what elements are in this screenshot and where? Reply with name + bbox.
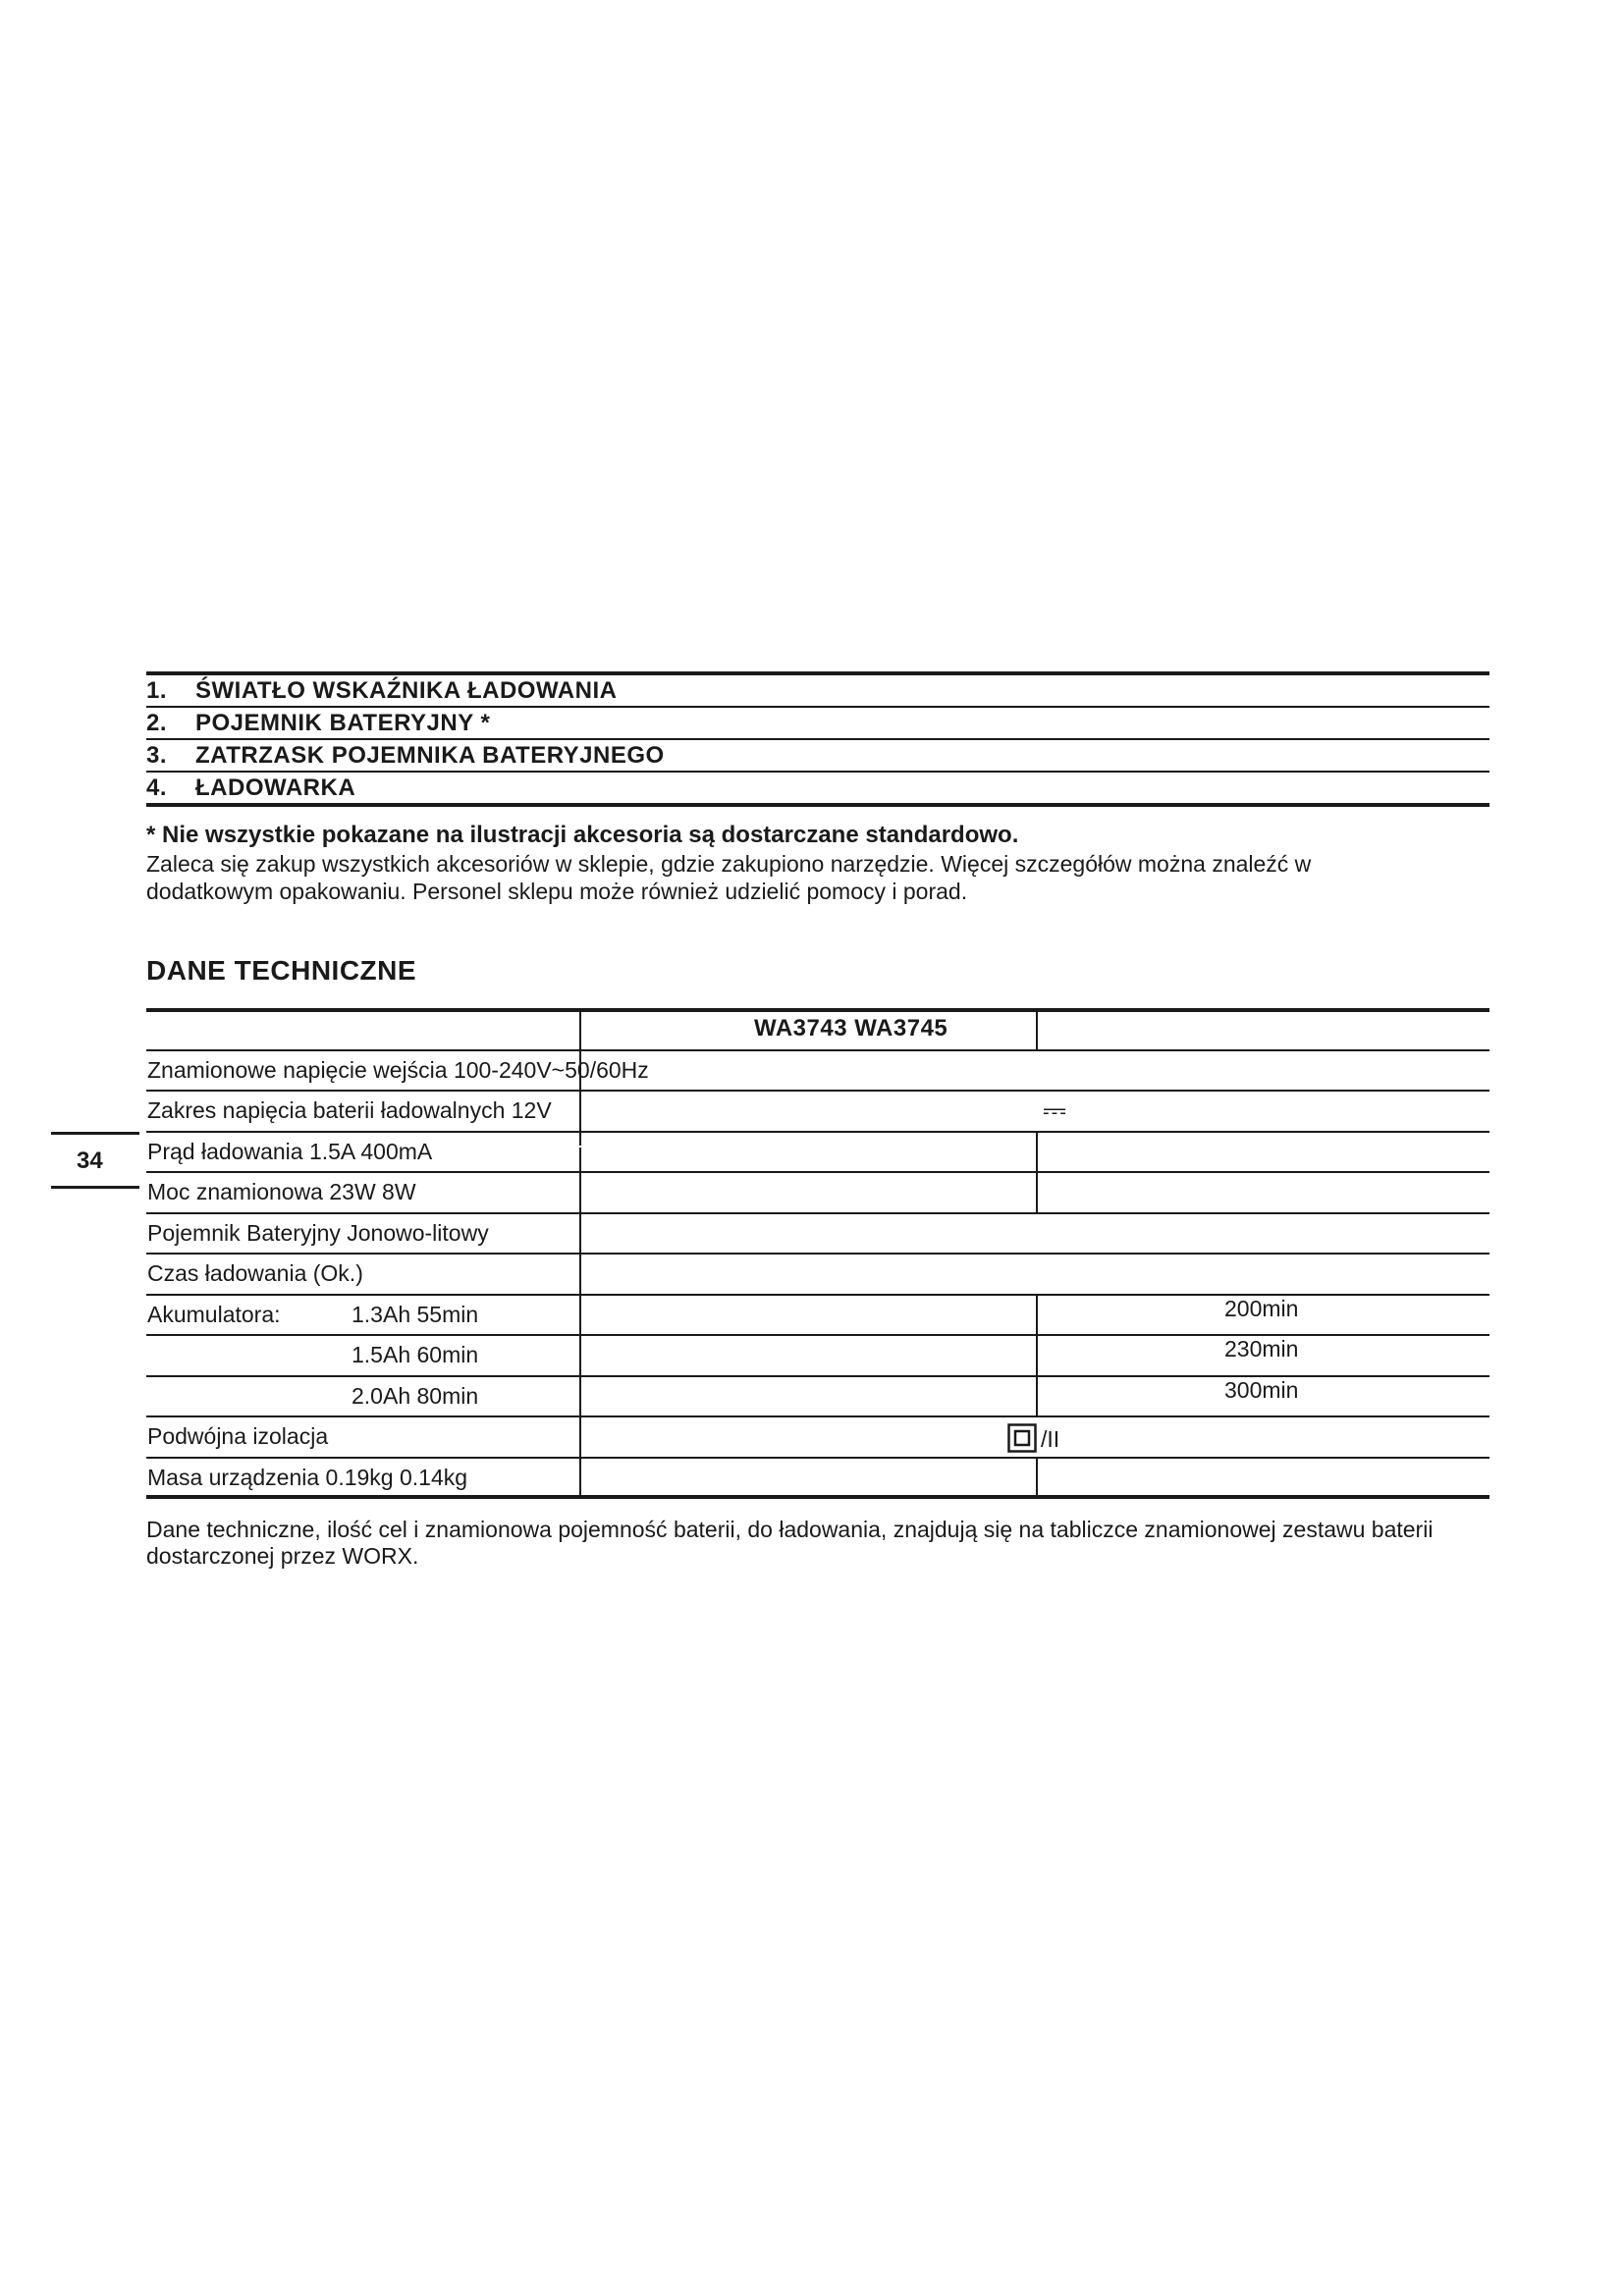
table-rule [146, 1415, 1489, 1417]
page-number-rule [51, 1186, 139, 1189]
page-number-rule [51, 1132, 139, 1135]
table-divider [1036, 1012, 1038, 1049]
spec-rated-power: Moc znamionowa 23W 8W [147, 1179, 416, 1204]
table-rule [146, 1253, 1489, 1255]
parts-list [146, 671, 1489, 807]
part-label: ŁADOWARKA [195, 774, 356, 801]
spec-accu-label: Akumulatora: [147, 1302, 281, 1327]
spec-accu-1: 1.3Ah 55min [352, 1302, 479, 1327]
spec-insulation: Podwójna izolacja [147, 1423, 329, 1449]
table-header-models: WA3743 WA3745 [754, 1015, 948, 1041]
part-number: 2. [146, 710, 168, 736]
table-rule [146, 1131, 1489, 1133]
table-divider [1036, 1459, 1038, 1495]
table-rule [146, 1049, 1489, 1051]
spec-insulation-class: /II [1041, 1426, 1060, 1452]
spec-accu-2: 1.5Ah 60min [352, 1342, 479, 1367]
spec-mass: Masa urządzenia 0.19kg 0.14kg [147, 1465, 468, 1490]
table-rule [146, 1212, 1489, 1214]
spec-battery-type: Pojemnik Bateryjny Jonowo-litowy [147, 1220, 489, 1246]
table-divider [579, 1148, 581, 1495]
part-number: 4. [146, 774, 168, 801]
spec-battery-voltage: Zakres napięcia baterii ładowalnych 12V [147, 1097, 552, 1123]
spec-accu-1-value: 200min [1224, 1296, 1299, 1321]
footer-note: Dane techniczne, ilość cel i znamionowa pojemność baterii, do ładowania, znajdują się na tabliczce znamionowej zestawu baterii dostarczonej przez WORX. [146, 1517, 1434, 1569]
table-divider [1036, 1133, 1038, 1212]
table-rule [146, 1171, 1489, 1173]
part-label: POJEMNIK BATERYJNY * [195, 710, 491, 736]
table-rule [146, 1090, 1489, 1092]
spec-accu-3: 2.0Ah 80min [352, 1383, 479, 1409]
part-number: 1. [146, 677, 168, 704]
double-insulation-icon [1007, 1423, 1037, 1453]
table-rule [146, 1495, 1489, 1499]
page-number: 34 [77, 1148, 103, 1174]
parts-list-item [146, 675, 1489, 708]
spec-charge-current: Prąd ładowania 1.5A 400mA [147, 1139, 433, 1164]
parts-list-item [146, 773, 1489, 807]
accessories-note: Zaleca się zakup wszystkich akcesoriów w sklepie, gdzie zakupiono narzędzie. Więcej szczegółów można znaleźć w dodatkowym opakowaniu. Personel sklepu może również udzielić pomocy i porad. [146, 851, 1312, 904]
parts-list-item [146, 708, 1489, 740]
accessories-note-bold: * Nie wszystkie pokazane na ilustracji akcesoria są dostarczane standardowo. [146, 822, 1019, 848]
part-label: ZATRZASK POJEMNIKA BATERYJNEGO [195, 742, 665, 769]
table-divider [1036, 1296, 1038, 1416]
spec-charge-time: Czas ładowania (Ok.) [147, 1260, 363, 1286]
dc-symbol-icon: ⎓ [1043, 1094, 1066, 1128]
spec-voltage-input: Znamionowe napięcie wejścia 100-240V~50/60Hz [147, 1057, 649, 1083]
table-rule [146, 1457, 1489, 1459]
part-number: 3. [146, 742, 168, 769]
parts-list-item [146, 740, 1489, 773]
table-rule [146, 1008, 1489, 1012]
spec-accu-3-value: 300min [1224, 1377, 1299, 1403]
section-title: DANE TECHNICZNE [146, 955, 417, 986]
spec-accu-2-value: 230min [1224, 1336, 1299, 1362]
part-label: ŚWIATŁO WSKAŹNIKA ŁADOWANIA [195, 677, 618, 704]
